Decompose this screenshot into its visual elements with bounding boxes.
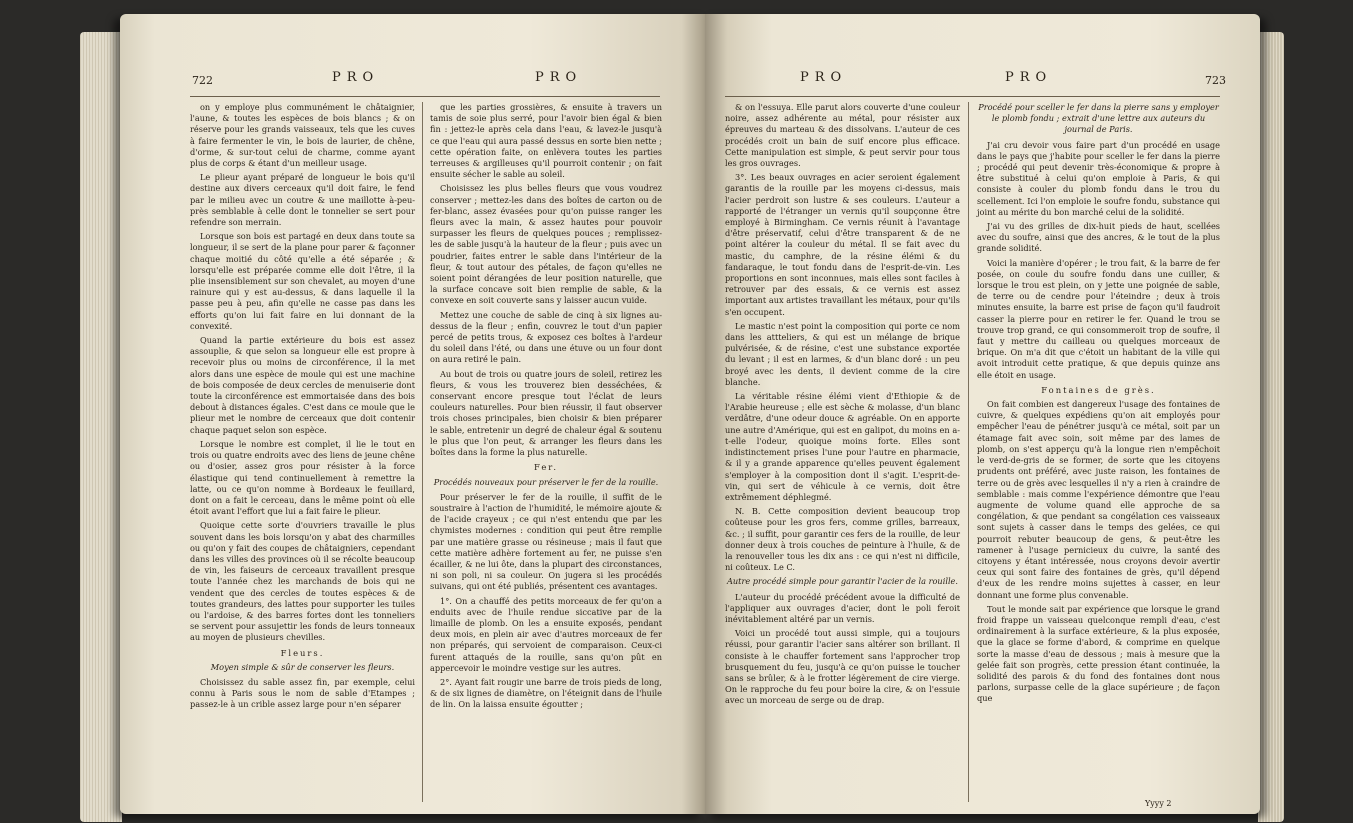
- paragraph: On fait combien est dangereux l'usage des fontaines de cuivre, & quelques expédiens qu'on ait employés pour empêcher l'eau de pénétrer jusqu'à ce métal, soit par un étamage fait avec soin, soit même par des lames de plomb, on s'est apperçu qu'à la longue rien n'empêchoit le verd-de-gris de se former, de sorte que les citoyens prudents ont préféré, avec juste raison, les fontaines de terre ou de grès avec lesquelles il n'y a rien à craindre de semblable : mais comme l'expérience démontre que l'eau augmente de volume quand elle approche de sa congélation, & que pendant sa congélation ces vaisseaux sont sujets à casser dans le temps des gelées, ce qui pourroit rebuter beaucoup de gens, & peut-être les ramener à l'usage pernicieux du cuivre, la santé des citoyens y étant intéressée, nous croyons devoir avertir ceux qui sont faire des fontaines de grès, qu'il dépend d'eux de les rendre moins sujettes à casser, en leur donnant une forme plus convenable.: [977, 399, 1220, 600]
- page-number: 722: [192, 74, 213, 87]
- paragraph: La véritable résine élémi vient d'Ethiopie & de l'Arabie heureuse ; elle est sèche & molasse, d'un blanc verdâtre, d'une odeur douce & agréable. On en apporte une autre d'Amérique, qui est en galipot, du moins en a-t-elle l'odeur, quoique moins forte. Elles sont indistinctement prises l'une pour l'autre en pharmacie, & il y a grande apparence qu'elles peuvent également s'employer à la composition dont il s'agit. L'esprit-de-vin, qui sert de véhicule à ce vernis, doit être extrêmement déphlegmé.: [725, 391, 960, 502]
- header-rule: [190, 96, 660, 97]
- text-column: [725, 102, 960, 807]
- section-subtitle: Procédés nouveaux pour préserver le fer de la rouille.: [433, 476, 659, 487]
- right-page: [705, 14, 1260, 814]
- paragraph: Lorsque son bois est partagé en deux dans toute sa longueur, il se sert de la plane pour parer & façonner chaque moitié du côté qu'elle a été séparée ; & lorsqu'elle est préparée comme elle doit l'être, il la plie insensiblement sur son chevalet, au moyen d'une rainure qui y est au-dessus, & dans laquelle il la passe peu à peu, afin qu'elle ne casse pas dans les efforts qu'on lui fait faire en lui donnant de la convexité.: [190, 231, 415, 331]
- paragraph: Mettez une couche de sable de cinq à six lignes au-dessus de la fleur ; enfin, couvrez le tout d'un papier percé de petits trous, & exposez ces boîtes à l'ardeur du soleil dans l'été, ou dans une étuve ou un four dont on aura retiré le pain.: [430, 309, 662, 365]
- paragraph: Voici la manière d'opérer ; le trou fait, & la barre de fer posée, on coule du soufre fondu dans une cuiller, & lorsque le trou est plein, on y jette une poignée de sable, de terre ou de cendre pour l'éteindre ; deux à trois minutes ensuite, la barre est prise de façon qu'il faudroit casser la pierre pour en retirer le fer. Quand le trou se trouve trop grand, ce qui consommeroit trop de soufre, il faut y mettre du cailleau ou quelques morceaux de brique. On m'a dit que c'étoit un habitant de la ville qui avoit introduit cette pratique, & que depuis quinze ans elle étoit en usage.: [977, 257, 1220, 380]
- column-divider: [422, 102, 423, 802]
- text-column: [430, 102, 662, 807]
- paragraph: Choisissez les plus belles fleurs que vous voudrez conserver ; mettez-les dans des boîtes de carton ou de fer-blanc, assez évasées pour qu'on puisse ranger les fleurs avec la main, & assez hautes pour pouvoir surpasser les fleurs de quelques pouces ; remplissez-les de sable jusqu'à la hauteur de la fleur ; puis avec un poudrier, faites entrer le sable dans l'intérieur de la fleur, & tout autour des pétales, de façon qu'elles ne soient point dérangées de leur position naturelle, que la surface concave soit bien remplie de sable, & la convexe en soit couverte sans y laisser aucun vuide.: [430, 183, 662, 306]
- paragraph: 1°. On a chauffé des petits morceaux de fer qu'on a enduits avec de l'huile rendue siccative par de la limaille de plomb. On les a ensuite exposés, pendant deux mois, en plein air avec d'autres morceaux de fer non préparés, qui servoient de comparaison. Ceux-ci furent attaqués de la rouille, sans qu'on pût en appercevoir le moindre vestige sur les autres.: [430, 595, 662, 673]
- paragraph: Pour préserver le fer de la rouille, il suffit de le soustraire à l'action de l'humidité, le mémoire ajoute & de l'acide crayeux ; ce qui n'est entendu que par les chymistes modernes : condition qui peut être remplie par une matière grasse ou résineuse ; mais il faut que cette matière adhère fortement au fer, ne puisse s'en écailler, & ne lui ôte, dans la plupart des circonstances, ni son poli, ni sa couleur. On jugera si les procédés suivans, qui ont été publiés, présentent ces avantages.: [430, 491, 662, 592]
- header-rule: [725, 96, 1220, 97]
- paragraph: Choisissez du sable assez fin, par exemple, celui connu à Paris sous le nom de sable d'Etampes ; passez-le à un crible assez large pour n'en séparer: [190, 676, 415, 710]
- signature-mark: Yyyy 2: [1145, 799, 1172, 808]
- section-heading: Fer.: [533, 462, 559, 473]
- section-subtitle: Procédé pour sceller le fer dans la pierre sans y employer le plomb fondu ; extrait d'une lettre aux auteurs du journal de Paris.: [978, 102, 1219, 135]
- page-number: 723: [1205, 74, 1226, 87]
- section-heading: Fontaines de grès.: [1041, 384, 1156, 395]
- paragraph: Quoique cette sorte d'ouvriers travaille le plus souvent dans les bois lorsqu'on y abat des charmilles ou qu'on y fait des coupes de châtaigniers, cependant dans les villes des provinces où il se récolte beaucoup de vin, les faiseurs de cerceaux travaillent presque toute l'année chez les marchands de bois qui ne vendent que des cercles de toutes espèces & de toutes grandeurs, des lattes pour supporter les tuiles ou l'ardoise, & des barres fortes dont les tonneliers se servent pour assujettir les fonds de leurs tonneaux au moyen de plusieurs chevilles.: [190, 520, 415, 643]
- left-page: [120, 14, 705, 814]
- page-edges-right: [1258, 32, 1284, 822]
- page-edges-left: [80, 32, 122, 822]
- paragraph: N. B. Cette composition devient beaucoup trop coûteuse pour les gros fers, comme grilles, barreaux, &c. ; il suffit, pour garantir ces fers de la rouille, de leur donner deux à trois couches de peinture à l'huile, & de la renouveller tous les dix ans : ce qui n'est ni difficile, ni coûteux. Le C.: [725, 506, 960, 573]
- paragraph: Lorsque le nombre est complet, il lie le tout en trois ou quatre endroits avec des liens de jeune chêne ou d'osier, assez gros pour résister à la force élastique qui tend continuellement à remettre la latte, ou ce qu'on nomme à Bordeaux le feuillard, dont on a fait le cerceau, dans le même point où elle étoit avant l'effort que lui a fait faire le plieur.: [190, 438, 415, 517]
- column-divider: [968, 102, 969, 802]
- paragraph: que les parties grossières, & ensuite à travers un tamis de soie plus serré, pour l'avoir bien égal & bien fin : jettez-le après cela dans l'eau, & lavez-le jusqu'à ce que l'eau qui aura passé dessus en sorte bien nette ; cette opération faite, on enlèvera toutes les parties terreuses & argilleuses qu'il pourroit contenir ; on fait ensuite sécher le sable au soleil.: [430, 102, 662, 180]
- paragraph: Au bout de trois ou quatre jours de soleil, retirez les fleurs, & vous les trouverez bien desséchées, & conservant encore presque tout l'éclat de leurs couleurs naturelles. Pour bien réussir, il faut observer trois choses principales, bien choisir & bien préparer le sable, entretenir un degré de chaleur égal & soutenu le plus que l'on peut, & arranger les fleurs dans les boîtes dans la forme la plus naturelle.: [430, 368, 662, 458]
- section-subtitle: Moyen simple & sûr de conserver les fleurs.: [210, 661, 395, 672]
- running-head: PRO: [535, 70, 583, 85]
- paragraph: 2°. Ayant fait rougir une barre de trois pieds de long, & de six lignes de diamètre, on l'éteignit dans de l'huile de lin. On la laissa ensuite égoutter ;: [430, 676, 663, 710]
- paragraph: J'ai vu des grilles de dix-huit pieds de haut, scellées avec du soufre, ainsi que des ancres, & le tout de la plus grande solidité.: [977, 221, 1220, 254]
- running-head: PRO: [332, 70, 380, 85]
- paragraph: on y employe plus communément le châtaignier, l'aune, & toutes les espèces de bois blancs ; & on réserve pour les grands vaisseaux, tels que les cuves à faire fermenter le vin, le bois de laurier, de chêne, d'orme, & sur-tout celui de charme, comme ayant plus de corps & étant d'un meilleur usage.: [190, 102, 415, 169]
- section-subtitle: Autre procédé simple pour garantir l'acier de la rouille.: [726, 576, 959, 587]
- running-head: PRO: [800, 70, 848, 85]
- paragraph: Le mastic n'est point la composition qui porte ce nom dans les attteliers, & qui est un mélange de brique pulvérisée, & de résine, c'est une substance exportée du levant ; il est en larmes, & d'un blanc doré : un peu broyé avec les dents, il devient comme de la cire blanche.: [725, 320, 960, 387]
- paragraph: Quand la partie extérieure du bois est assez assouplie, & que selon sa longueur elle est propre à recevoir plus ou moins de circonférence, il la met alors dans une espèce de moule qui est une machine de bois composée de deux cercles de menuiserie dont toute la circonférence est emmortaisée dans des bois debout à distances égales. C'est dans ce moule que le plieur met le nombre de cerceaux que doit contenir chaque paquet selon son espèce.: [190, 335, 415, 435]
- running-head: PRO: [1005, 70, 1053, 85]
- section-heading: Fleurs.: [280, 647, 325, 658]
- text-column: [977, 102, 1220, 797]
- paragraph: Le plieur ayant préparé de longueur le bois qu'il destine aux divers cerceaux qu'il doit faire, le fend par le milieu avec un coutre & une maillotte à-peu-près semblable à celle dont le tonnelier se sert pour refendre son merrain.: [190, 172, 415, 228]
- paragraph: L'auteur du procédé précédent avoue la difficulté de l'appliquer aux ouvrages d'acier, dont le poli feroit inévitablement altéré par un vernis.: [725, 591, 960, 624]
- paragraph: J'ai cru devoir vous faire part d'un procédé en usage dans le pays que j'habite pour sceller le fer dans la pierre ; procédé qui peut devenir très-économique & propre à être substitué à celui qu'on emploie à Paris, & qui consiste à couler du plomb fondu dans le trou du scellement. Ici l'on emploie le soufre fondu, substance qui joint au mérite du bon marché celui de la solidité.: [977, 139, 1220, 217]
- paragraph: Tout le monde sait par expérience que lorsque le grand froid frappe un vaisseau quelconque rempli d'eau, c'est ordinairement à la surface extérieure, & la plus exposée, que la glace se forme d'abord, & comprime en quelque sorte la masse d'eau de dessous ; mais à mesure que la gelée fait son progrès, cette pression étant continuée, la solidité des parois & du fond des fontaines dont nous parlons, surpasse celle de la glace supérieure ; de façon que: [977, 603, 1220, 704]
- paragraph: Voici un procédé tout aussi simple, qui a toujours réussi, pour garantir l'acier sans altérer son brillant. Il consiste à le chauffer fortement sans l'approcher trop brusquement du feu, jusqu'à ce qu'on puisse le toucher sans se brûler, & à le frotter légèrement de cire vierge. On le rapproche du feu pour boire la cire, & on l'essuie avec un morceau de serge ou de drap.: [725, 628, 960, 706]
- text-column: [190, 102, 415, 807]
- paragraph: & on l'essuya. Elle parut alors couverte d'une couleur noire, assez adhérente au métal, pour résister aux épreuves du marteau & des dissolvans. L'auteur de ces procédés croit un bain de suif encore plus efficace. Cette manipulation est simple, & peut servir pour tous les gros ouvrages.: [725, 102, 960, 169]
- book-spread: [120, 14, 1260, 819]
- paragraph: 3°. Les beaux ouvrages en acier seroient également garantis de la rouille par les moyens ci-dessus, mais l'acier perdroit son lustre & ses couleurs. L'auteur a rapporté de l'étranger un vernis qu'il soupçonne être employé à Birmingham. Ce vernis réunit à l'avantage d'être préservatif, celui d'être transparent & de ne point altérer la couleur du métal. Il se fait avec du mastic, du camphre, de la résine élémi & du fandaraque, le tout fondu dans de l'esprit-de-vin. Les proportions en sont inconnues, mais elles sont faciles à retrouver par des essais, & ce vernis est assez important aux artistes travaillant les métaux, pour qu'ils s'en occupent.: [725, 172, 960, 317]
